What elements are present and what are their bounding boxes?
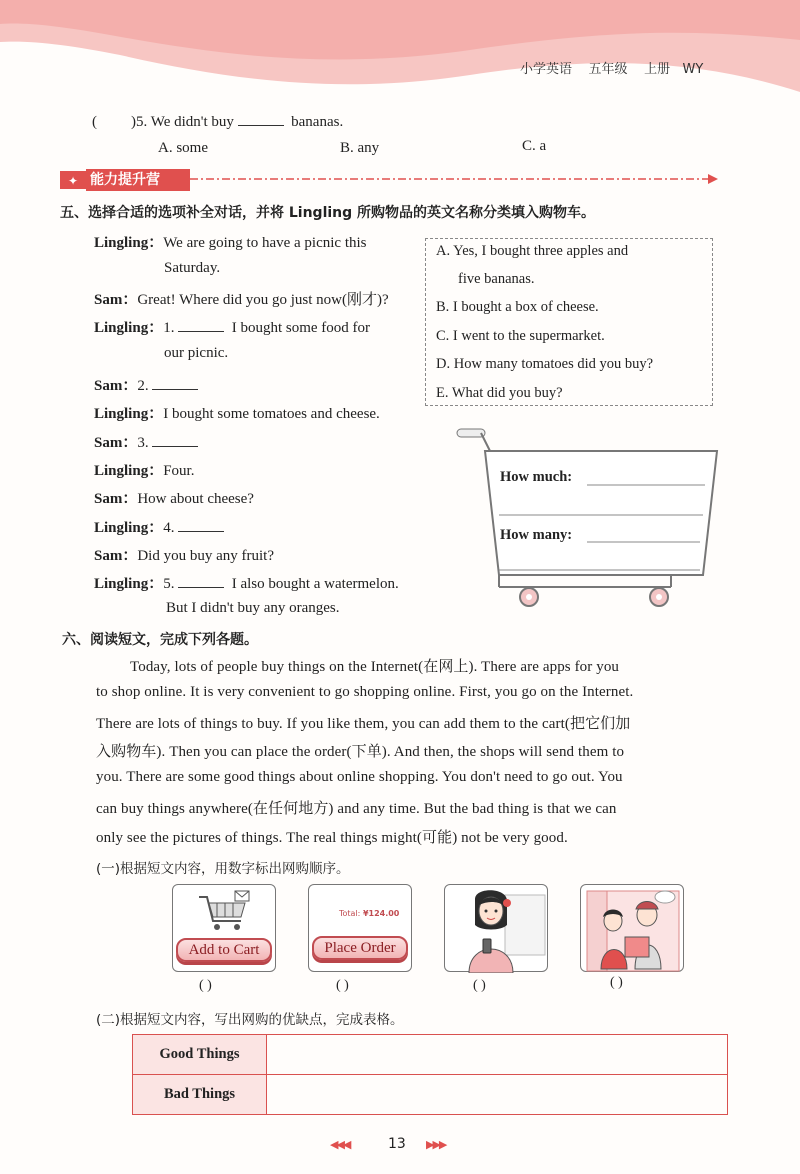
bad-things-label: Bad Things xyxy=(133,1075,267,1115)
header-grade: 五年级 xyxy=(588,62,628,77)
dialogue-line-9: Lingling：Four. xyxy=(94,463,195,479)
option-d[interactable]: D. How many tomatoes did you buy? xyxy=(436,356,654,372)
option-c[interactable]: C. I went to the supermarket. xyxy=(436,328,605,344)
cart-with-mail-icon xyxy=(197,889,253,933)
next-arrows-icon: ▶▶▶ xyxy=(426,1138,446,1151)
passage-line-2: to shop online. It is very convenient to go shopping online. First, you go on the Internet. xyxy=(96,684,634,700)
option-a[interactable]: A. Yes, I bought three apples and xyxy=(436,243,629,259)
delivery-illustration xyxy=(581,885,685,973)
girl-phone-illustration xyxy=(445,885,549,973)
part2-title: (二)根据短文内容，写出网购的优缺点，完成表格。 xyxy=(96,1012,404,1028)
passage-line-7: only see the pictures of things. The real things might(可能) not be very good. xyxy=(96,830,568,846)
add-to-cart-button[interactable]: Add to Cart xyxy=(176,938,272,962)
dialogue-line-5: our picnic. xyxy=(164,345,229,361)
q5-option-b[interactable]: B. any xyxy=(340,140,380,156)
answer-blank[interactable] xyxy=(238,112,284,126)
passage-line-3: There are lots of things to buy. If you like them, you can add them to the cart(把它们加 xyxy=(96,716,631,732)
header-subject: 小学英语 xyxy=(520,62,573,77)
dialogue-line-11: Lingling：4. xyxy=(94,516,224,537)
section5-title: 五、选择合适的选项补全对话，并将 Lingling 所购物品的英文名称分类填入购物车。 xyxy=(60,205,596,221)
q5-option-c[interactable]: C. a xyxy=(522,138,547,154)
passage-line-6: can buy things anywhere(在任何地方) and any time. But the bad thing is that we can xyxy=(96,801,617,817)
dialogue-line-13: Lingling：5. I also bought a watermelon. xyxy=(94,576,399,592)
dialogue-line-10: Sam：How about cheese? xyxy=(94,491,254,507)
passage-line-1: Today, lots of people buy things on the Internet(在网上). There are apps for you xyxy=(130,659,620,675)
passage-line-5: you. There are some good things about online shopping. You don't need to go out. You xyxy=(96,769,623,785)
answer-blank-2[interactable] xyxy=(152,376,198,390)
banner-dashed-line xyxy=(190,172,720,186)
option-a-cont: five bananas. xyxy=(458,271,535,287)
dialogue-line-1: Lingling：We are going to have a picnic this xyxy=(94,235,367,251)
option-e[interactable]: E. What did you buy? xyxy=(436,385,563,401)
part1-title: (一)根据短文内容，用数字标出网购顺序。 xyxy=(96,861,350,877)
pros-cons-table xyxy=(132,1034,728,1115)
dialogue-line-12: Sam：Did you buy any fruit? xyxy=(94,548,274,564)
good-things-answer[interactable] xyxy=(267,1035,728,1075)
question-5: ( )5. We didn't buy bananas. xyxy=(92,114,344,130)
bad-things-answer[interactable] xyxy=(267,1075,728,1115)
answer-blank-1[interactable] xyxy=(178,318,224,332)
svg-text:✦: ✦ xyxy=(68,174,79,188)
dialogue-line-3: Sam：Great! Where did you go just now(刚才)? xyxy=(94,292,389,308)
answer-blank-4[interactable] xyxy=(178,518,224,532)
shopping-cart-icon xyxy=(455,425,730,615)
dialogue-line-4: Lingling：1. I bought some food for xyxy=(94,320,371,336)
dialogue-line-2: Saturday. xyxy=(164,260,221,276)
dialogue-line-7: Lingling：I bought some tomatoes and cheese. xyxy=(94,406,380,422)
dialogue-line-6: Sam：2. xyxy=(94,374,198,395)
picture-delivery xyxy=(580,884,684,972)
page-number: 13 xyxy=(388,1136,406,1152)
options-box xyxy=(425,238,713,406)
section-banner: 能力提升营 xyxy=(86,169,190,191)
dialogue-line-14: But I didn't buy any oranges. xyxy=(166,600,340,616)
dialogue-line-8: Sam：3. xyxy=(94,431,198,452)
q5-option-a[interactable]: A. some xyxy=(158,140,208,156)
order-paren-4[interactable]: ( ) xyxy=(610,975,623,990)
header-info xyxy=(520,58,703,77)
passage-line-4: 入购物车). Then you can place the order(下单). And then, the shops will send them to xyxy=(96,744,625,760)
order-paren-2[interactable]: ( ) xyxy=(336,978,349,993)
header-wave xyxy=(0,0,800,92)
header-volume: 上册 xyxy=(644,62,671,77)
cart-how-many-label: How many: xyxy=(500,527,573,543)
picture-girl-with-phone xyxy=(444,884,548,972)
place-order-button[interactable]: Place Order xyxy=(312,936,408,960)
cart-how-much-label: How much: xyxy=(500,469,573,485)
answer-blank-3[interactable] xyxy=(152,433,198,447)
header-edition: WY xyxy=(682,62,704,77)
order-paren-3[interactable]: ( ) xyxy=(473,978,486,993)
prev-arrows-icon: ◀◀◀ xyxy=(330,1138,350,1151)
option-b[interactable]: B. I bought a box of cheese. xyxy=(436,299,599,315)
section6-title: 六、阅读短文，完成下列各题。 xyxy=(62,632,258,648)
order-paren-1[interactable]: ( ) xyxy=(199,978,212,993)
answer-blank-5[interactable] xyxy=(178,574,224,588)
order-total: Total: ¥124.00 xyxy=(339,909,400,918)
table-row xyxy=(133,1075,728,1115)
table-row xyxy=(133,1035,728,1075)
good-things-label: Good Things xyxy=(133,1035,267,1075)
